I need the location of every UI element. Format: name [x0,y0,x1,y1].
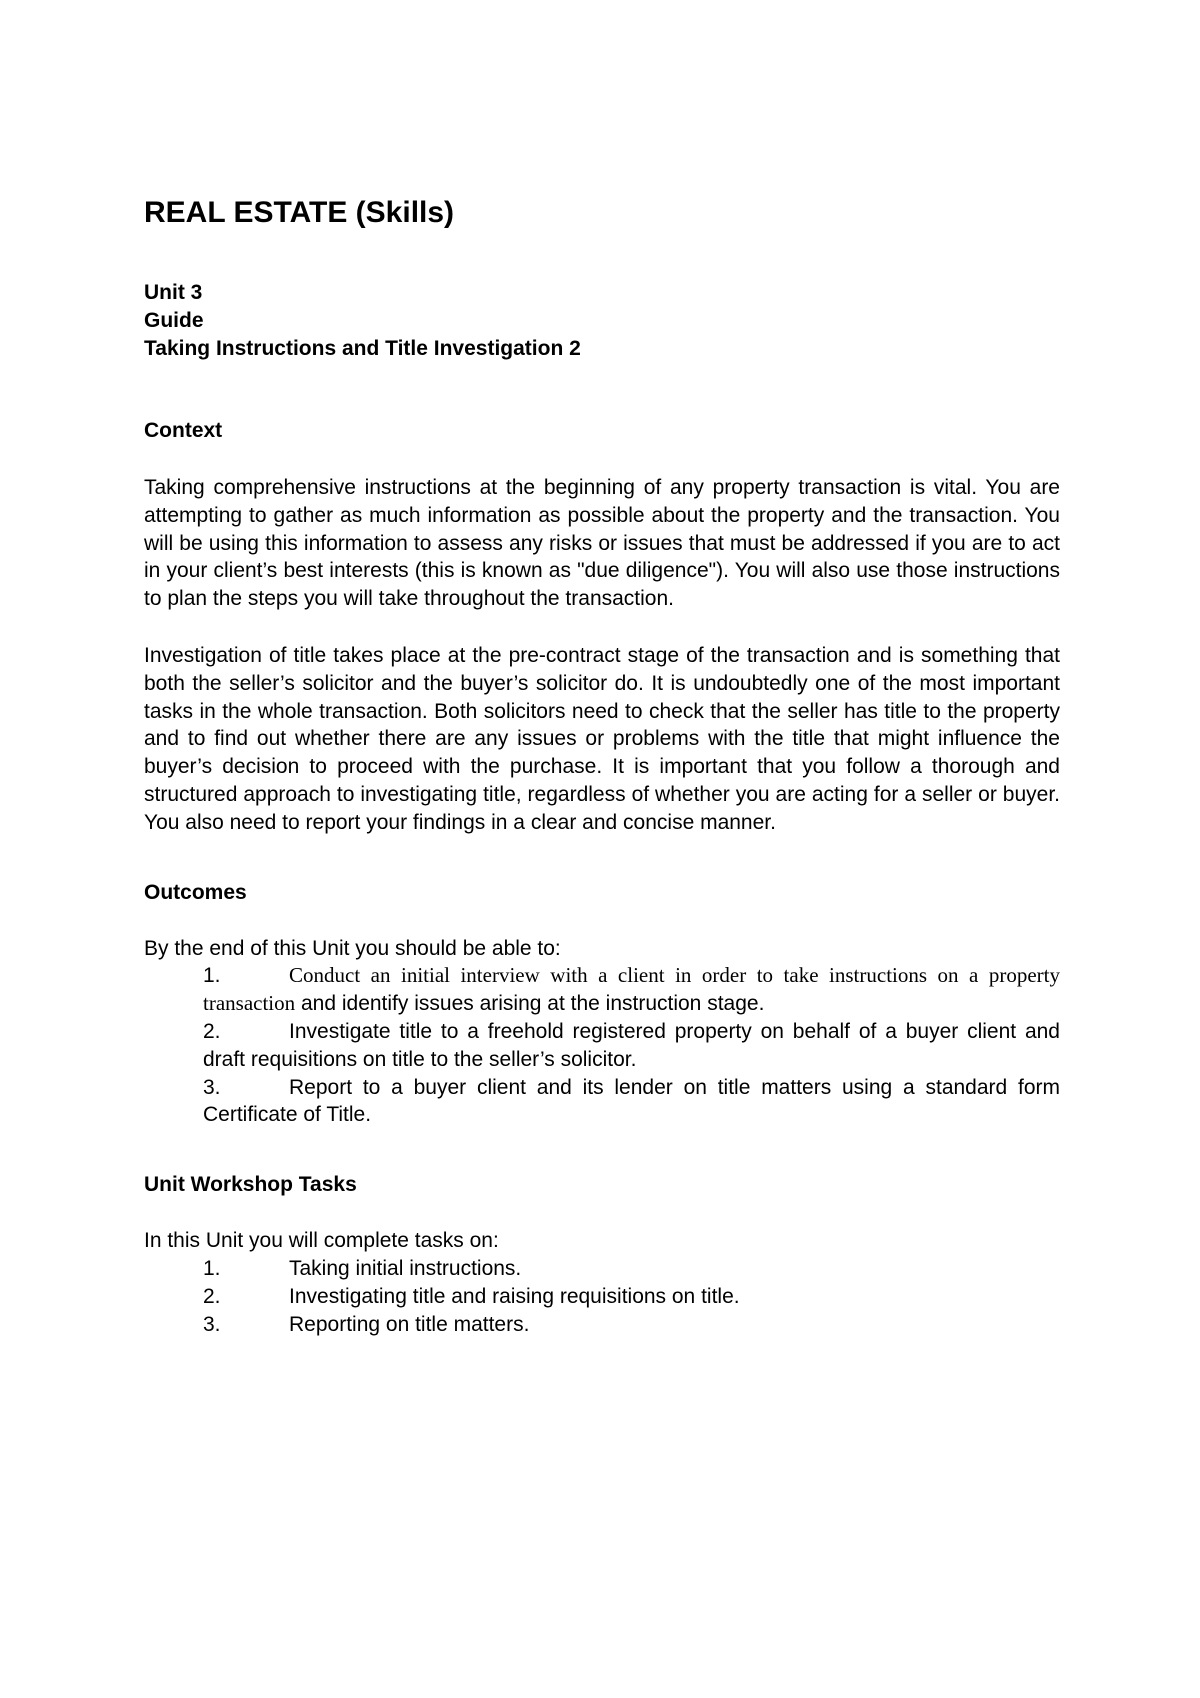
context-paragraph-1: Taking comprehensive instructions at the beginning of any property transaction is vital. You are attempting to gather as much information as possible about the property and the transaction. You will be using this information to assess any risks or issues that must be addressed if you are to act in your client’s best interests (this is known as "due diligence"). You will also use those instructions to plan the steps you will take throughout the transaction. [144,476,1060,611]
list-item-text: Investigating title and raising requisitions on title. [289,1284,740,1308]
list-item [203,1074,1060,1130]
list-item-number: 3. [203,1075,221,1099]
document-title: REAL ESTATE (Skills) [144,196,455,229]
unit-subtitle: Taking Instructions and Title Investigation 2 [144,337,581,360]
list-item-text: Investigate title to a freehold registered property on behalf of a buyer client and draft requisitions on title to the seller’s solicitor. [203,1019,1060,1071]
document-page [144,195,1060,1338]
list-item [203,962,1060,1018]
list-item-number: 2. [203,1284,221,1308]
workshop-heading: Unit Workshop Tasks [144,1173,357,1197]
list-item-text: and identify issues arising at the instruction stage. [295,992,765,1016]
list-item-text: Reporting on title matters. [289,1312,530,1336]
unit-number: Unit 3 [144,281,203,304]
list-item-number: 1. [203,964,221,988]
list-item [203,1283,1060,1311]
workshop-list [144,1255,1060,1338]
unit-header [144,279,1060,363]
outcomes-intro: By the end of this Unit you should be able to: [144,936,561,960]
outcomes-list [144,962,1060,1129]
list-item-number: 1. [203,1256,221,1280]
list-item-text: Report to a buyer client and its lender on title matters using a standard form Certificate of Title. [203,1075,1060,1127]
list-item [203,1255,1060,1283]
list-item [203,1311,1060,1339]
list-item-number: 3. [203,1312,221,1336]
outcomes-heading: Outcomes [144,880,247,904]
list-item-number: 2. [203,1019,221,1043]
workshop-intro: In this Unit you will complete tasks on: [144,1229,499,1253]
context-heading: Context [144,419,223,442]
list-item [203,1018,1060,1074]
list-item-text: Conduct an initial interview with a client in order to take instructions on a property transaction [203,963,1060,1016]
context-paragraph-2: Investigation of title takes place at the pre-contract stage of the transaction and is something that both the seller’s solicitor and the buyer’s solicitor do. It is undoubtedly one of the most important tasks in the whole transaction. Both solicitors need to check that the seller has title to the property and to find out whether there are any issues or problems with the title that might influence the buyer’s decision to proceed with the purchase. It is important that you follow a thorough and structured approach to investigating title, regardless of whether you are acting for a seller or buyer. You also need to report your findings in a clear and concise manner. [144,643,1060,834]
list-item-text: Taking initial instructions. [289,1256,522,1280]
guide-label: Guide [144,309,204,332]
